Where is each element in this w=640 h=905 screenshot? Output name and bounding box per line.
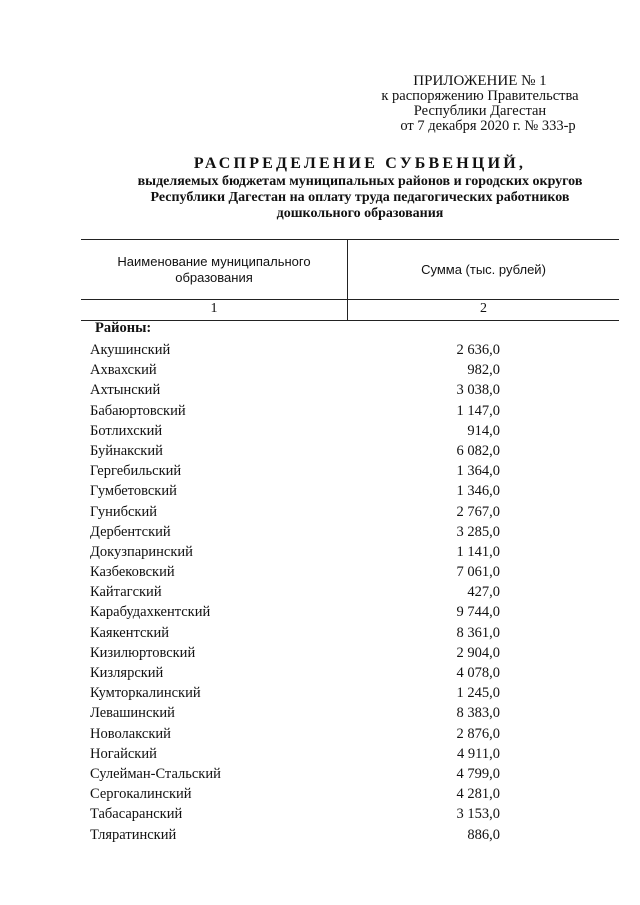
subsidy-amount: 8 383,0 [456, 705, 500, 722]
table-row [0, 623, 640, 643]
table-body [0, 340, 640, 845]
district-name: Ахтынский [90, 382, 161, 399]
subsidy-amount: 2 767,0 [456, 503, 500, 520]
column-number-2: 2 [480, 301, 487, 316]
document-heading [60, 156, 640, 222]
column-header-name-line-2: образования [175, 270, 253, 285]
heading-line-3: дошкольного образования [276, 206, 444, 221]
district-name: Гергебильский [90, 463, 182, 480]
subsidy-amount: 2 904,0 [456, 644, 500, 661]
subsidy-amount: 2 876,0 [456, 725, 500, 742]
table-row [0, 744, 640, 764]
table-row [0, 441, 640, 461]
table-row [0, 764, 640, 784]
subsidy-amount: 3 285,0 [456, 523, 500, 540]
heading-line-2: Республики Дагестан на оплату труда педагогических работников [150, 190, 570, 205]
subsidy-amount: 4 078,0 [456, 665, 500, 681]
district-name: Каякентский [90, 624, 169, 641]
subsidy-amount: 3 038,0 [456, 382, 500, 399]
table-row [0, 461, 640, 481]
district-name: Кайтагский [90, 584, 162, 601]
table-row [0, 825, 640, 845]
subsidy-amount: 1 346,0 [456, 483, 500, 500]
table-row [0, 784, 640, 804]
subsidy-amount: 6 082,0 [456, 442, 500, 459]
district-name: Ботлихский [90, 422, 163, 439]
table-row [0, 481, 640, 501]
district-name: Сулейман-Стальский [90, 765, 221, 782]
table-row [0, 421, 640, 441]
district-name: Гумбетовский [90, 483, 177, 500]
table-row [0, 582, 640, 602]
column-header-sum: Сумма (тыс. рублей) [421, 262, 546, 277]
subsidy-amount: 427,0 [467, 584, 500, 601]
table-row [0, 602, 640, 622]
table-row [0, 683, 640, 703]
appendix-block [360, 74, 600, 134]
district-name: Ногайский [90, 745, 157, 762]
subsidy-amount: 1 364,0 [456, 463, 500, 480]
district-name: Казбековский [90, 564, 175, 581]
table-row [0, 643, 640, 663]
appendix-line-1: к распоряжению Правительства [381, 88, 579, 104]
subsidy-amount: 914,0 [467, 422, 500, 439]
table-header [81, 239, 619, 321]
header-divider [81, 299, 619, 300]
subsidy-amount: 8 361,0 [456, 624, 500, 641]
district-name: Дербентский [90, 523, 171, 540]
subsidy-amount: 4 799,0 [456, 765, 500, 782]
subsidy-amount: 1 245,0 [456, 685, 500, 702]
district-name: Докузпаринский [90, 543, 193, 560]
table-row [0, 542, 640, 562]
column-number-1: 1 [210, 301, 218, 316]
district-name: Буйнакский [90, 442, 163, 459]
subsidy-amount: 982,0 [467, 362, 500, 379]
district-name: Гунибский [90, 503, 157, 520]
district-name: Ахвахский [90, 362, 157, 379]
district-name: Карабудахкентский [90, 604, 211, 621]
district-name: Табасаранский [90, 806, 183, 823]
subsidy-amount: 4 281,0 [456, 786, 500, 803]
district-name: Бабаюртовский [90, 402, 186, 419]
subsidy-amount: 886,0 [467, 826, 500, 843]
subsidy-amount: 2 636,0 [456, 342, 500, 358]
subsidy-amount: 1 141,0 [456, 543, 500, 560]
district-name: Кумторкалинский [90, 685, 201, 702]
table-row [0, 360, 640, 380]
table-row [0, 663, 640, 683]
district-name: Левашинский [90, 705, 175, 722]
district-name: Сергокалинский [90, 786, 192, 803]
district-name: Новолакский [90, 725, 171, 742]
column-header-name-line-1: Наименование муниципального [117, 254, 311, 269]
table-row [0, 380, 640, 400]
document-title: РАСПРЕДЕЛЕНИЕ СУБВЕНЦИЙ, [193, 155, 527, 172]
heading-line-1: выделяемых бюджетам муниципальных районов и городских округов [137, 174, 583, 189]
subsidy-amount: 9 744,0 [456, 604, 500, 621]
column-header-name [81, 254, 347, 286]
subsidy-amount: 3 153,0 [456, 806, 500, 823]
table-row [0, 724, 640, 744]
table-row [0, 703, 640, 723]
district-name: Тляратинский [90, 826, 177, 843]
subsidy-amount: 1 147,0 [456, 402, 500, 419]
district-name: Кизлярский [90, 665, 164, 681]
table-row [0, 804, 640, 824]
district-name: Акушинский [90, 342, 171, 358]
appendix-date: от 7 декабря 2020 г. № 333-р [400, 118, 576, 134]
appendix-title: ПРИЛОЖЕНИЕ № 1 [413, 73, 547, 89]
subsidy-amount: 4 911,0 [457, 745, 500, 762]
table-row [0, 340, 640, 360]
table-row [0, 562, 640, 582]
table-row [0, 522, 640, 542]
section-label-districts: Районы: [95, 320, 152, 336]
subsidy-amount: 7 061,0 [456, 564, 500, 581]
table-row [0, 401, 640, 421]
table-row [0, 502, 640, 522]
district-name: Кизилюртовский [90, 644, 196, 661]
appendix-line-2: Республики Дагестан [413, 103, 547, 119]
